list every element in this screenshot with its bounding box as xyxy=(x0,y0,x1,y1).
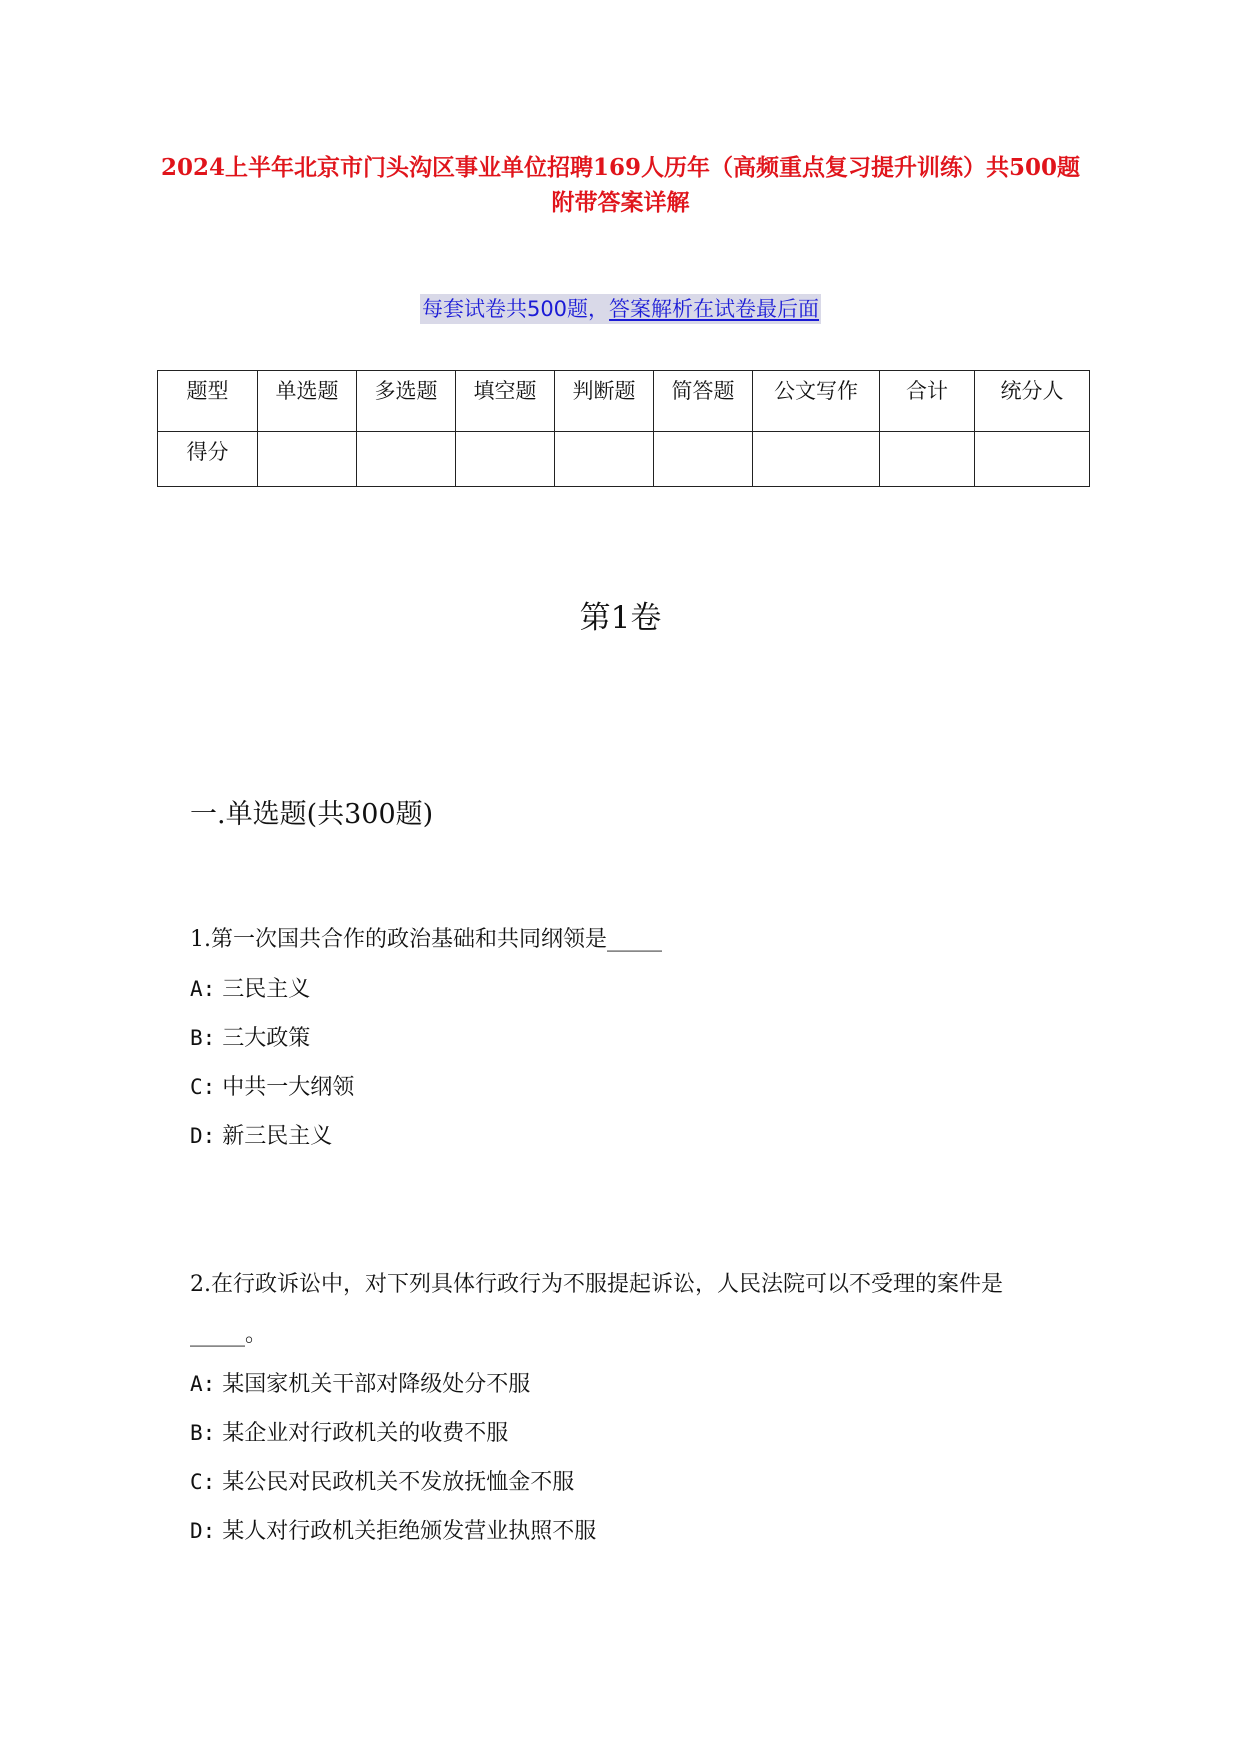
score-cell-official-writing xyxy=(753,432,880,487)
table-header-cell: 多选题 xyxy=(357,371,456,432)
question-stem: 1.第一次国共合作的政治基础和共同纲领是_____ xyxy=(190,927,662,952)
score-cell-true-false xyxy=(555,432,654,487)
option-c xyxy=(190,1458,1070,1507)
table-header-cell: 填空题 xyxy=(456,371,555,432)
option-label: D: xyxy=(190,1519,216,1543)
table-header-cell: 判断题 xyxy=(555,371,654,432)
question-2 xyxy=(190,1260,1070,1556)
question-stem: 2.在行政诉讼中，对下列具体行政行为不服提起诉讼，人民法院可以不受理的案件是_____。 xyxy=(190,1272,1003,1347)
option-d xyxy=(190,1507,1070,1556)
option-text: 中共一大纲领 xyxy=(222,1075,355,1100)
score-table xyxy=(157,370,1090,487)
option-label: B: xyxy=(190,1026,216,1050)
option-label: A: xyxy=(190,1372,216,1396)
option-text: 三大政策 xyxy=(222,1026,311,1051)
option-text: 三民主义 xyxy=(222,977,311,1002)
table-header-cell: 合计 xyxy=(880,371,975,432)
section-heading: 一.单选题(共300题) xyxy=(190,799,434,830)
option-d xyxy=(190,1112,1070,1161)
option-a xyxy=(190,1360,1070,1409)
score-cell-fill-blank xyxy=(456,432,555,487)
table-header-cell: 统分人 xyxy=(975,371,1090,432)
option-c xyxy=(190,1063,1070,1112)
document-title: 2024上半年北京市门头沟区事业单位招聘169人历年（高频重点复习提升训练）共500题附带答案详解 xyxy=(160,154,1081,216)
answer-notice xyxy=(420,294,821,324)
score-cell-multiple-choice xyxy=(357,432,456,487)
table-header-cell: 简答题 xyxy=(654,371,753,432)
option-b xyxy=(190,1014,1070,1063)
volume-heading: 第1卷 xyxy=(579,600,662,636)
option-text: 某国家机关干部对降级处分不服 xyxy=(222,1372,531,1397)
option-label: C: xyxy=(190,1470,216,1494)
score-cell-scorer xyxy=(975,432,1090,487)
option-b xyxy=(190,1409,1070,1458)
score-table-header-row xyxy=(158,371,1090,432)
option-label: D: xyxy=(190,1124,216,1148)
table-header-cell: 单选题 xyxy=(258,371,357,432)
option-text: 新三民主义 xyxy=(222,1124,333,1149)
option-text: 某公民对民政机关不发放抚恤金不服 xyxy=(222,1470,575,1495)
notice-text-count: 每套试卷共500题， xyxy=(421,297,610,321)
option-text: 某企业对行政机关的收费不服 xyxy=(222,1421,509,1446)
score-cell-single-choice xyxy=(258,432,357,487)
notice-text-answers: 答案解析在试卷最后面 xyxy=(609,297,820,321)
notice-banner xyxy=(0,294,1241,324)
option-label: B: xyxy=(190,1421,216,1445)
option-a xyxy=(190,965,1070,1014)
table-header-cell: 公文写作 xyxy=(753,371,880,432)
score-table-score-row xyxy=(158,432,1090,487)
option-text: 某人对行政机关拒绝颁发营业执照不服 xyxy=(222,1519,597,1544)
question-1 xyxy=(190,915,1070,1161)
option-label: A: xyxy=(190,977,216,1001)
option-label: C: xyxy=(190,1075,216,1099)
score-cell-total xyxy=(880,432,975,487)
table-header-cell: 题型 xyxy=(158,371,258,432)
score-cell-short-answer xyxy=(654,432,753,487)
score-row-label: 得分 xyxy=(158,432,258,487)
